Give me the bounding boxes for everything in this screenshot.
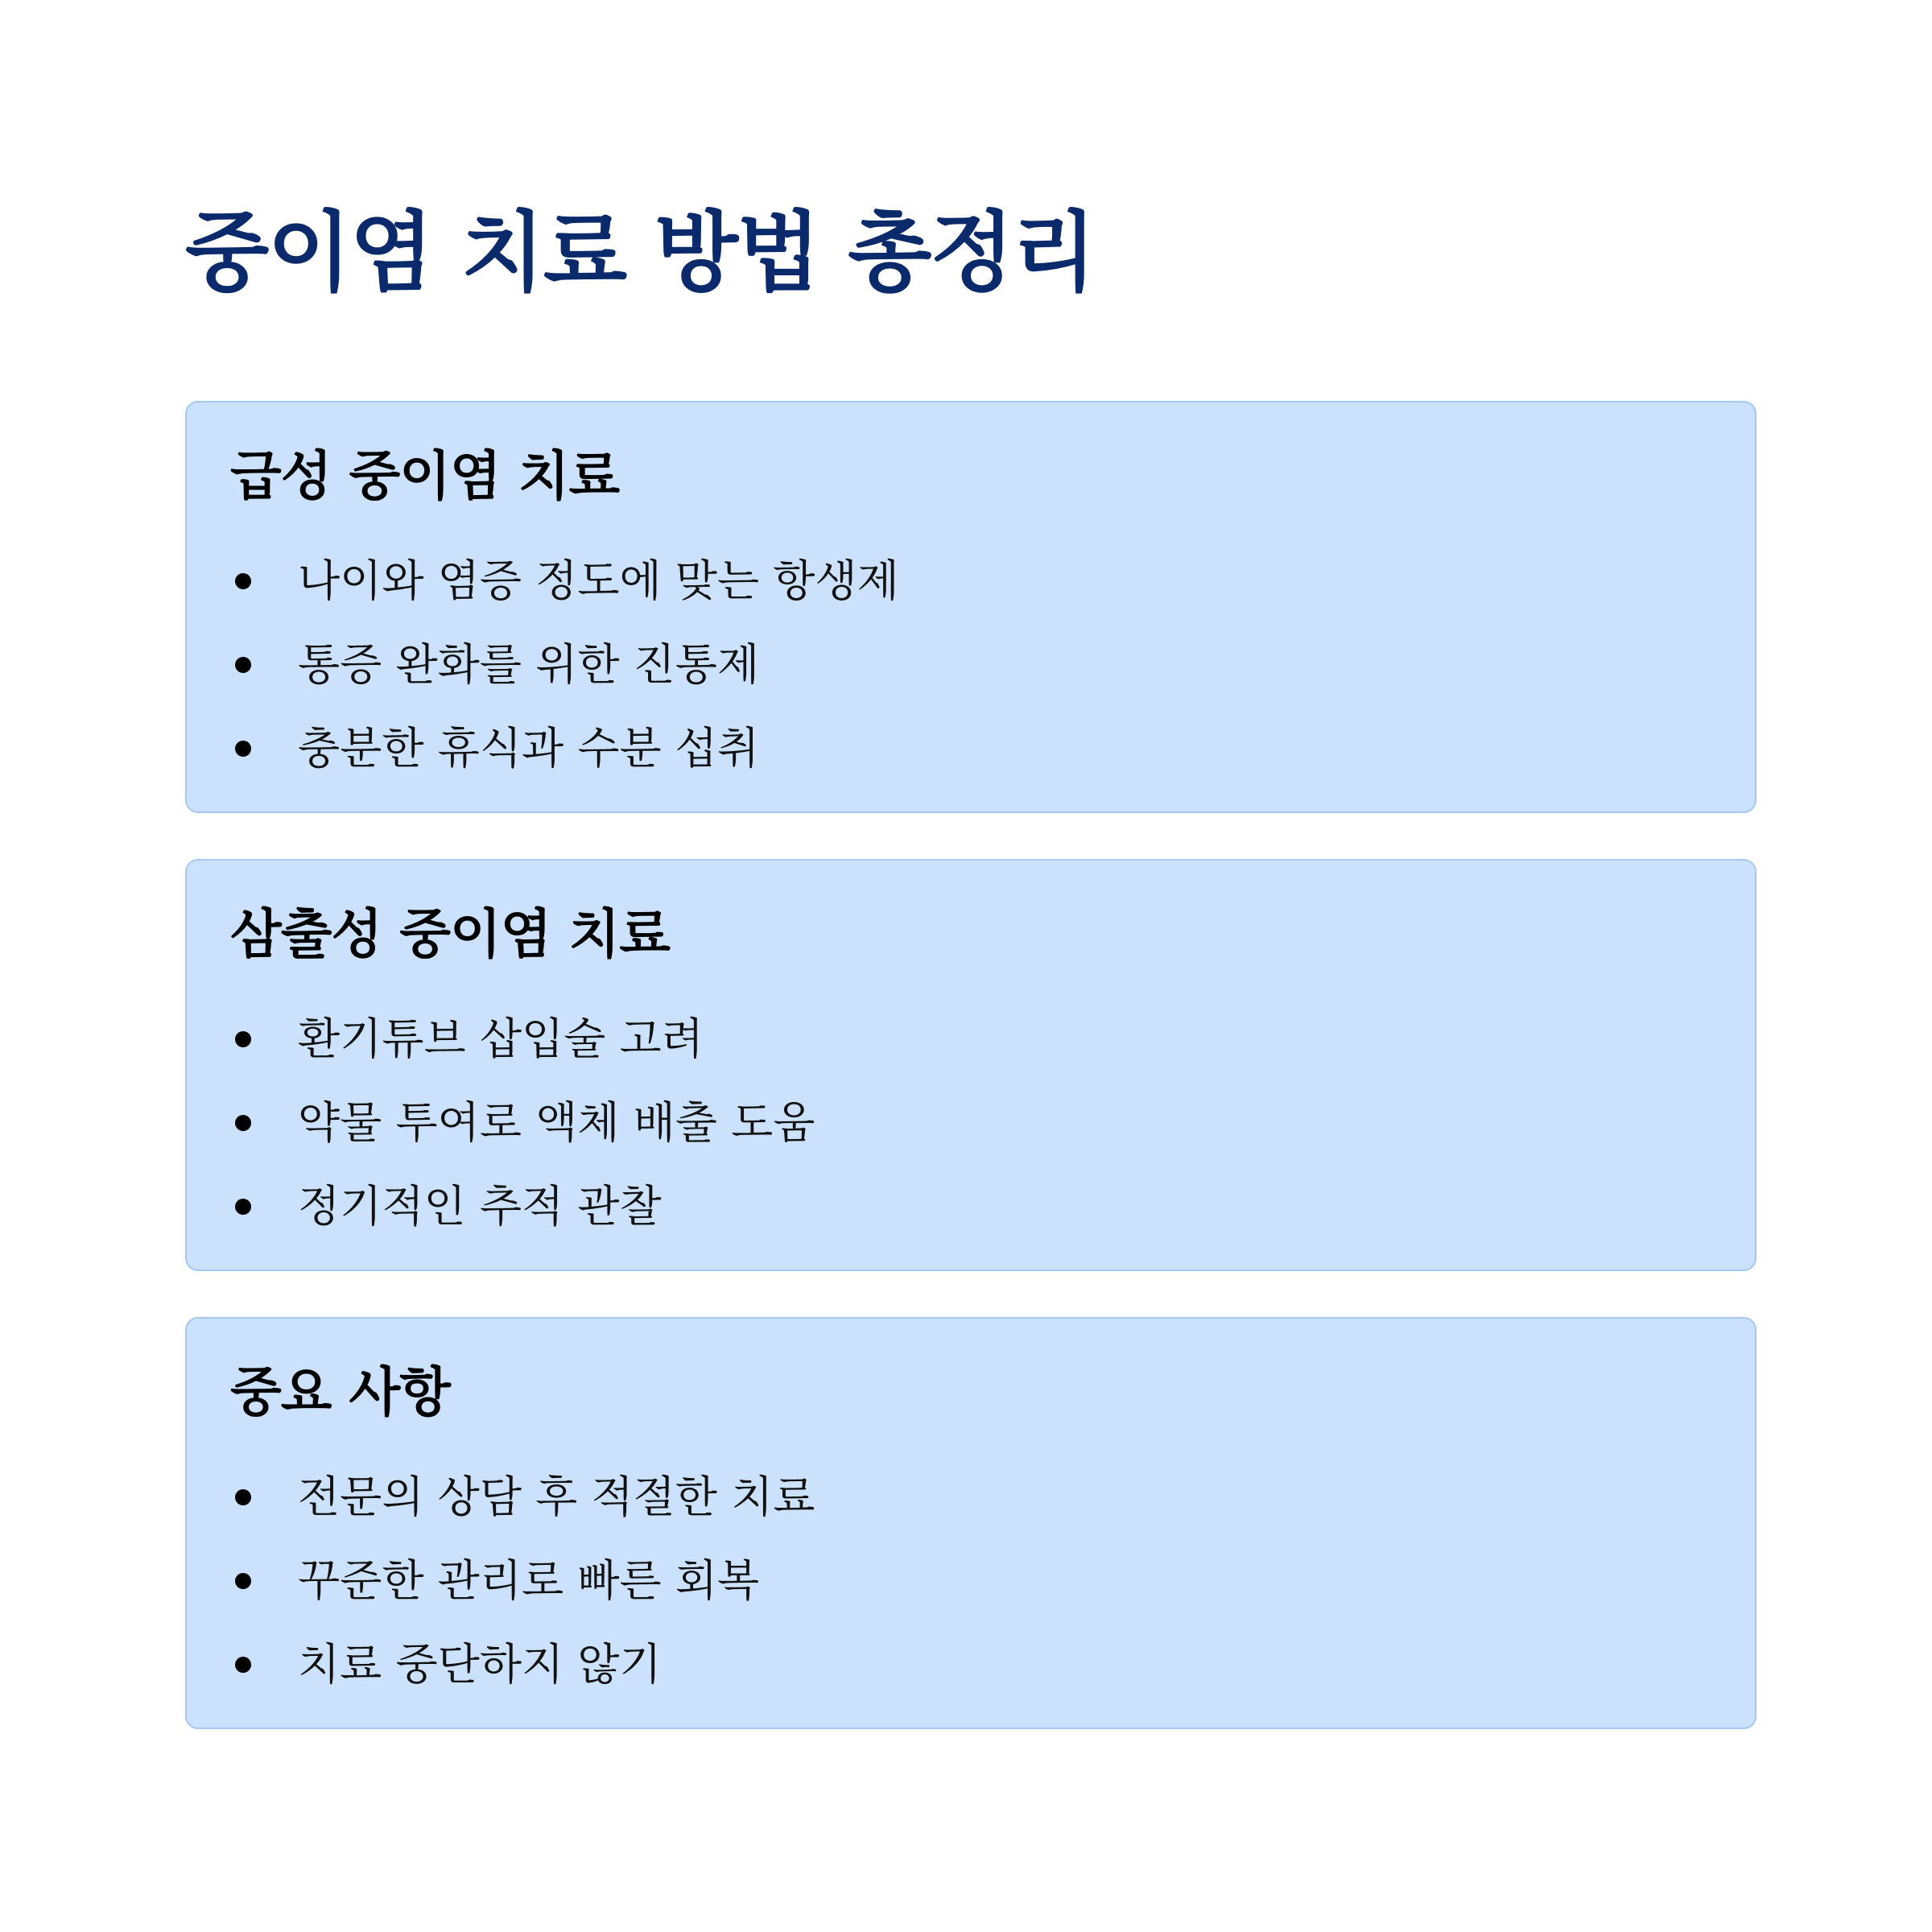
card-effusion-treatment: [185, 859, 1757, 1271]
bullet-list: [230, 1455, 815, 1707]
bullet-list: [230, 539, 899, 791]
list-item: [230, 1623, 815, 1707]
bullet-icon: [235, 657, 251, 673]
list-item: [230, 623, 899, 707]
list-item: [230, 539, 899, 623]
card-important-notes: [185, 1317, 1757, 1729]
bullet-icon: [235, 1031, 251, 1047]
list-item: [230, 1165, 815, 1249]
bullet-icon: [235, 573, 251, 589]
bullet-icon: [235, 741, 251, 757]
card-acute-treatment: [185, 401, 1757, 813]
list-item: [230, 707, 899, 791]
list-item-text: 충분한 휴식과 수분 섭취: [298, 722, 760, 774]
list-item-text: 전문의 상담 후 적절한 치료: [298, 1471, 815, 1522]
card-heading: 삼출성 중이염 치료: [230, 903, 671, 965]
bullet-icon: [235, 1657, 251, 1673]
list-item-text: 정기적인 추적 관찰: [298, 1180, 662, 1232]
bullet-icon: [235, 1115, 251, 1131]
list-item: [230, 997, 815, 1081]
card-heading: 중요 사항: [230, 1361, 451, 1423]
bullet-icon: [235, 1489, 251, 1505]
bullet-icon: [235, 1199, 251, 1215]
list-item-text: 통증 완화를 위한 진통제: [298, 638, 760, 690]
page-title: 중이염 치료 방법 총정리: [185, 203, 1096, 303]
list-item-text: 꾸준한 관리로 빠른 회복: [298, 1554, 760, 1606]
list-item-text: 약물 투여로 액체 배출 도움: [298, 1096, 815, 1148]
list-item: [230, 1455, 815, 1539]
list-item-text: 나이와 염증 정도에 맞는 항생제: [298, 555, 899, 606]
card-heading: 급성 중이염 치료: [230, 445, 620, 507]
bullet-list: [230, 997, 815, 1249]
bullet-icon: [235, 1573, 251, 1589]
list-item: [230, 1081, 815, 1165]
list-item-text: 환기튜브 삽입술 고려: [298, 1013, 704, 1064]
list-item: [230, 1539, 815, 1623]
list-item-text: 치료 중단하지 않기: [298, 1638, 662, 1690]
